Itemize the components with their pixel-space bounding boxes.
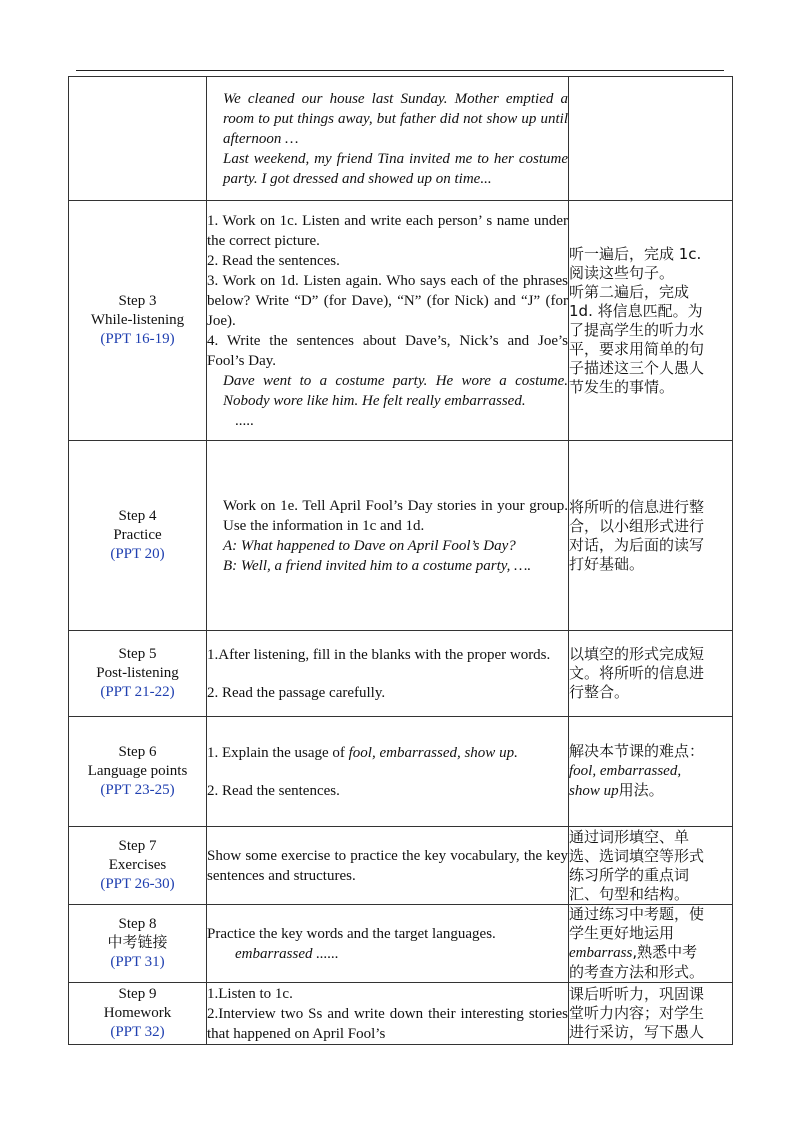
step-ppt: (PPT 20): [110, 546, 165, 562]
activity-text: [207, 781, 568, 801]
activity-text-main: 1.Listen to 1c.: [207, 985, 293, 1002]
purpose-cell: [569, 77, 733, 201]
purpose-line: 1d. 将信息匹配。为: [569, 301, 703, 320]
activity-cell: [207, 983, 569, 1045]
activity-text-main: 2. Read the sentences.: [207, 782, 340, 799]
activity-text-main: Dave went to a costume party. He wore a costume. Nobody wore like him. He felt really embarrassed.: [223, 372, 568, 409]
activity-text: [207, 411, 568, 431]
step-ppt: (PPT 32): [110, 1024, 165, 1040]
purpose-cell: [569, 717, 733, 827]
step-ppt: (PPT 16-19): [100, 331, 175, 347]
lesson-plan-table: [68, 76, 733, 1045]
purpose-line: 课后听听力，巩固课: [569, 985, 705, 1003]
purpose-italic: show up: [569, 783, 619, 799]
purpose-line: 行整合。: [569, 683, 630, 701]
activity-text: [207, 331, 568, 371]
activity-cell: [207, 77, 569, 201]
step-ppt: (PPT 26-30): [100, 876, 175, 892]
step-number: Step 6: [118, 744, 157, 760]
purpose-line: 堂听力内容；对学生: [569, 1004, 705, 1022]
step-number: Step 5: [118, 646, 157, 662]
purpose-line: [569, 781, 732, 801]
activity-text: [207, 536, 568, 556]
table-row: [69, 201, 733, 441]
purpose-line: 子描述这三个人愚人: [569, 358, 705, 377]
activity-cell: [207, 905, 569, 983]
activity-text: [207, 149, 568, 189]
purpose-line: 选、选词填空等形式: [569, 846, 705, 865]
activity-text-main: 2.Interview two Ss and write down their interesting stories that happened on April Fool’s: [207, 1005, 568, 1042]
step-cell: [69, 77, 207, 201]
purpose-line: [569, 761, 732, 781]
activity-cell: [207, 201, 569, 441]
purpose-cell: [569, 441, 733, 631]
step-cell: [69, 905, 207, 983]
step-cell: [69, 983, 207, 1045]
purpose-line: 解决本节课的难点：: [569, 742, 705, 760]
purpose-line: 通过练习中考题，使: [569, 905, 705, 923]
activity-text-main: A: What happened to Dave on April Fool’s Day?: [223, 537, 516, 554]
table-row: [69, 441, 733, 631]
purpose-line: 通过词形填空、单: [569, 827, 690, 846]
step-number: Step 3: [118, 293, 157, 309]
activity-text-main: Show some exercise to practice the key vocabulary, the key sentences and structures.: [207, 847, 568, 884]
purpose-cell: [569, 827, 733, 905]
activity-text: [207, 251, 568, 271]
table-row: [69, 983, 733, 1045]
activity-text-main: Last weekend, my friend Tina invited me to her costume party. I got dressed and showed up on time...: [223, 150, 568, 187]
step-ppt: (PPT 31): [110, 954, 165, 970]
activity-text-main: 2. Read the passage carefully.: [207, 684, 386, 701]
purpose-line: 对话，为后面的读写: [569, 535, 705, 554]
activity-text: [207, 496, 568, 536]
purpose-rest: ,熟悉中考: [632, 943, 698, 961]
step-cell: [69, 441, 207, 631]
purpose-line: 平，要求用简单的句: [569, 339, 705, 358]
purpose-cell: [569, 983, 733, 1045]
purpose-line: 听第二遍后，完成: [569, 282, 690, 301]
purpose-line: 学生更好地运用: [569, 924, 675, 942]
activity-text: [207, 984, 568, 1004]
purpose-italic: embarrass: [569, 945, 633, 961]
step-cell: [69, 631, 207, 717]
purpose-line: 合，以小组形式进行: [569, 516, 705, 535]
purpose-line: 的考查方法和形式。: [569, 963, 705, 981]
step-number: Step 4: [118, 508, 157, 524]
activity-text-main: B: Well, a friend invited him to a costume party, ….: [223, 557, 532, 574]
activity-text-main: 3. Work on 1d. Listen again. Who says each of the phrases below? Write “D” (for Dave), “N” (for Nick) and “J” (for Joe).: [207, 272, 568, 329]
activity-text: [207, 743, 568, 763]
activity-text: [207, 1004, 568, 1044]
activity-text-main: We cleaned our house last Sunday. Mother emptied a room to put things away, but father did not show up until afternoon …: [223, 90, 568, 147]
activity-text-main: 1. Explain the usage of: [207, 744, 349, 761]
activity-text-main: 4. Write the sentences about Dave’s, Nick’s and Joe’s Fool’s Day.: [207, 332, 568, 369]
activity-cell: [207, 631, 569, 717]
step-number: Step 9: [118, 986, 157, 1002]
step-cell: [69, 827, 207, 905]
table-row: [69, 77, 733, 201]
header-rule: [76, 70, 724, 71]
purpose-cell: [569, 905, 733, 983]
purpose-line: 以填空的形式完成短: [569, 645, 705, 663]
table-row: [69, 717, 733, 827]
activity-text-main: 2. Read the sentences.: [207, 252, 340, 269]
activity-text-main: embarrassed ......: [235, 945, 339, 962]
step-name: Practice: [113, 527, 162, 543]
step-ppt: (PPT 21-22): [100, 684, 175, 700]
activity-text: [207, 271, 568, 331]
activity-text: [207, 924, 568, 944]
table-row: [69, 827, 733, 905]
activity-cell: [207, 717, 569, 827]
purpose-rest: 用法。: [618, 781, 664, 799]
activity-text-main: 1.After listening, fill in the blanks with the proper words.: [207, 646, 551, 663]
step-name: While-listening: [90, 312, 185, 328]
activity-text: [207, 211, 568, 251]
step-number: Step 7: [118, 838, 157, 854]
activity-text: [207, 944, 568, 964]
step-name: Homework: [103, 1005, 172, 1021]
table-row: [69, 631, 733, 717]
activity-text-main: 1. Work on 1c. Listen and write each person’ s name under the correct picture.: [207, 212, 568, 249]
activity-text-main: .....: [235, 412, 254, 429]
activity-cell: [207, 827, 569, 905]
purpose-line: 阅读这些句子。: [569, 263, 675, 282]
step-cell: [69, 717, 207, 827]
activity-text: [207, 371, 568, 411]
step-name: Exercises: [108, 857, 167, 873]
step-number: Step 8: [118, 916, 157, 932]
step-cell: [69, 201, 207, 441]
activity-text: [207, 556, 568, 576]
purpose-cell: [569, 631, 733, 717]
purpose-line: 进行采访，写下愚人: [569, 1023, 705, 1041]
purpose-line: 将所听的信息进行整: [569, 497, 705, 516]
purpose-line: 听一遍后，完成 1c.: [569, 244, 702, 263]
spacer: [207, 665, 568, 683]
purpose-line: 打好基础。: [569, 554, 645, 573]
purpose-line: 了提高学生的听力水: [569, 320, 705, 339]
activity-text: [207, 846, 568, 886]
spacer: [207, 763, 568, 781]
activity-text-main: Practice the key words and the target languages.: [207, 925, 496, 942]
step-name: Post-listening: [96, 665, 179, 681]
purpose-italic: fool, embarrassed,: [569, 763, 682, 779]
table-row: [69, 905, 733, 983]
purpose-line: [569, 943, 732, 963]
activity-text: [207, 645, 568, 665]
purpose-line: 文。将所听的信息进: [569, 664, 705, 682]
activity-text-main: Work on 1e. Tell April Fool’s Day stories in your group. Use the information in 1c and 1d.: [223, 497, 568, 534]
purpose-line: 节发生的事情。: [569, 377, 675, 396]
purpose-line: 练习所学的重点词: [569, 865, 690, 884]
activity-text: [207, 89, 568, 149]
step-name: Language points: [87, 763, 188, 779]
activity-cell: [207, 441, 569, 631]
purpose-cell: [569, 201, 733, 441]
purpose-line: 汇、句型和结构。: [569, 884, 690, 903]
step-ppt: (PPT 23-25): [100, 782, 175, 798]
activity-text: [207, 683, 568, 703]
step-name: 中考链接: [107, 935, 168, 951]
activity-text-italic: fool, embarrassed, show up.: [348, 744, 518, 761]
